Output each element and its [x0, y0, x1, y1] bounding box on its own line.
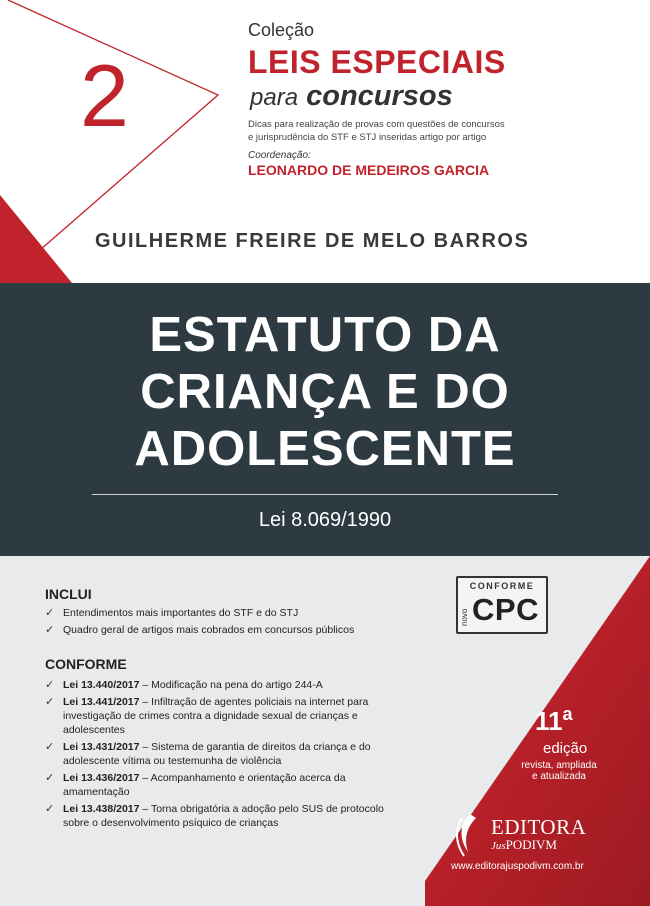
check-icon: ✓: [45, 607, 55, 619]
edition-label: edição: [543, 740, 588, 757]
coordinator-name: LEONARDO DE MEDEIROS GARCIA: [248, 162, 490, 178]
badge-top-label: CONFORME: [469, 581, 535, 591]
list-item: ✓ Lei 13.431/2017 – Sistema de garantia de direitos da criança e do adolescente vítima ou testemunha de violência: [45, 741, 371, 767]
title-line: CRIANÇA E DO: [140, 365, 510, 419]
law-label: Lei 13.436/2017: [63, 772, 140, 784]
para-word: para: [250, 84, 299, 111]
check-icon: ✓: [45, 741, 55, 753]
law-label: Lei 13.440/2017: [63, 679, 140, 691]
list-item: ✓ Lei 13.441/2017 – Infiltração de agentes policiais na internet para investigação de crimes contra a dignidade sexual de crianças e adolescentes: [45, 696, 369, 736]
publisher-logo-icon: [448, 812, 488, 858]
publisher-subname: JusPODIVM: [491, 837, 557, 852]
inclui-list: [45, 606, 405, 640]
badge-side-label: novo: [460, 608, 469, 626]
edition-ordinal: a: [562, 704, 573, 724]
title-line: ADOLESCENTE: [134, 422, 516, 476]
list-item: ✓ Lei 13.436/2017 – Acompanhamento e orientação acerca da amamentação: [45, 772, 346, 798]
law-label: Lei 13.438/2017: [63, 803, 140, 815]
conforme-list: [45, 678, 405, 833]
tagline-line: e jurisprudência do STF e STJ inseridas artigo por artigo: [248, 132, 487, 143]
author-name: GUILHERME FREIRE DE MELO BARROS: [95, 230, 530, 252]
list-item: ✓ Entendimentos mais importantes do STF e do STJ: [45, 607, 299, 619]
check-icon: ✓: [45, 803, 55, 815]
law-label: Lei 13.441/2017: [63, 696, 140, 708]
check-icon: ✓: [45, 772, 55, 784]
list-item: ✓ Lei 13.440/2017 – Modificação na pena do artigo 244-A: [45, 679, 323, 691]
publisher-name: EDITORA: [491, 815, 587, 839]
list-item: ✓ Quadro geral de artigos mais cobrados em concursos públicos: [45, 624, 355, 636]
divider: [92, 494, 558, 495]
tagline: [248, 118, 548, 144]
coordinator-label: Coordenação:: [248, 150, 311, 161]
book-title: [0, 307, 650, 478]
check-icon: ✓: [45, 679, 55, 691]
concursos-word: concursos: [306, 80, 453, 112]
series-number: 2: [80, 46, 129, 145]
conforme-heading: CONFORME: [45, 656, 127, 672]
law-reference: Lei 8.069/1990: [258, 509, 392, 531]
publisher-url: www.editorajuspodivm.com.br: [451, 861, 584, 872]
law-label: Lei 13.431/2017: [63, 741, 140, 753]
cpc-badge: [456, 576, 548, 634]
title-line: ESTATUTO DA: [149, 308, 501, 362]
check-icon: ✓: [45, 696, 55, 708]
series-title: LEIS ESPECIAIS: [248, 44, 506, 80]
list-item: ✓ Lei 13.438/2017 – Torna obrigatória a adoção pelo SUS de protocolo sobre o desenvolvimento psíquico de crianças: [45, 803, 384, 829]
series-subtitle: [250, 80, 453, 113]
tagline-line: Dicas para realização de provas com questões de concursos: [248, 119, 505, 130]
edition-number: 11$^a$: [535, 704, 573, 736]
colecao-label: Coleção: [248, 20, 315, 40]
check-icon: ✓: [45, 624, 55, 636]
edition-description: revista, ampliada e atualizada: [521, 760, 597, 782]
inclui-heading: INCLUI: [45, 586, 92, 602]
badge-main-label: CPC: [472, 592, 539, 627]
